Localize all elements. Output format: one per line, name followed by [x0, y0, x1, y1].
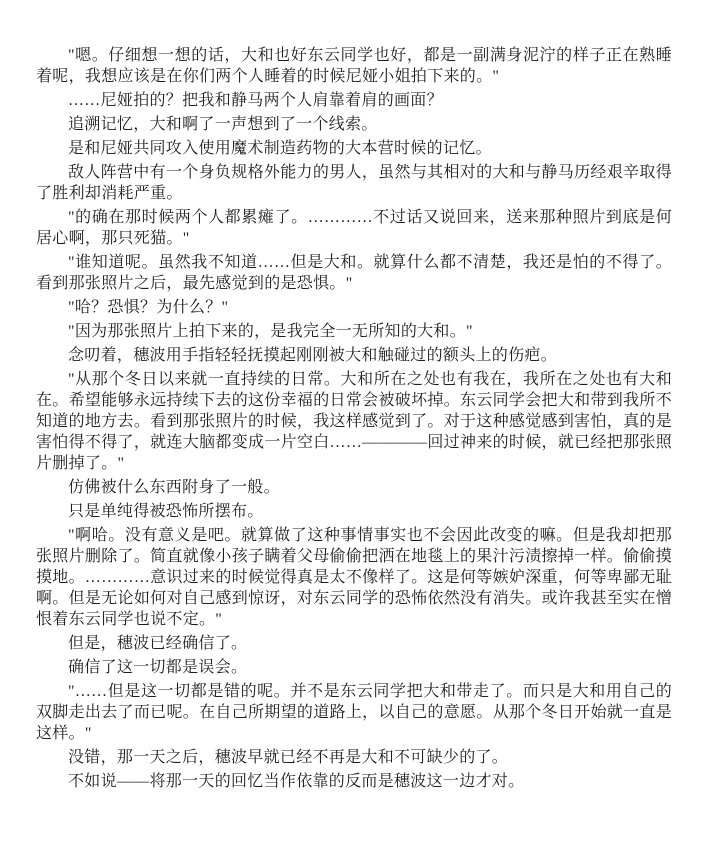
paragraph: "啊哈。没有意义是吧。就算做了这种事情事实也不会因此改变的嘛。但是我却把那张照片删除了。简直就像小孩子瞒着父母偷偷把洒在地毯上的果汁污渍擦掉一样。偷偷摸摸地。…………意识过来的时候觉得真是太不像样了。这是何等嫉妒深重，何等卑鄙无耻啊。但是无论如何对自己感到惊讶，对东云同学的恐怖依然没有消失。或许我甚至实在憎恨着东云同学也说不定。"	[36, 527, 672, 628]
paragraph: 不如说——将那一天的回忆当作依靠的反而是穗波这一边才对。	[68, 773, 525, 790]
paragraph: 念叨着，穗波用手指轻轻抚摸起刚刚被大和触碰过的额头上的伤疤。	[68, 347, 558, 364]
paragraph: "谁知道呢。虽然我不知道……但是大和。就算什么都不清楚，我还是怕的不得了。看到那张照片之后，最先感觉到的是恐惧。"	[36, 254, 672, 292]
paragraph: 没错，那一天之后，穗波早就已经不再是大和不可缺少的了。	[68, 749, 509, 766]
paragraph: "……但是这一切都是错的呢。并不是东云同学把大和带走了。而只是大和用自己的双脚走出去了而已呢。在自己所期望的道路上，以自己的意愿。从那个冬日开始就一直是这样。"	[36, 683, 672, 742]
paragraph: "嗯。仔细想一想的话，大和也好东云同学也好，都是一副满身泥泞的样子正在熟睡着呢，我想应该是在你们两个人睡着的时候尼娅小姐拍下来的。"	[36, 47, 672, 85]
paragraph: "从那个冬日以来就一直持续的日常。大和所在之处也有我在，我所在之处也有大和在。希望能够永远持续下去的这份幸福的日常会被破坏掉。东云同学会把大和带到我所不知道的地方去。看到那张照片的时候，我这样感觉到了。对于这种感觉感到害怕，真的是害怕得不得了，就连大脑都变成一片空白……————回过神来的时候，就已经把那张照片删掉了。"	[36, 371, 672, 472]
paragraph: 只是单纯得被恐怖所摆布。	[68, 503, 264, 520]
paragraph: 是和尼娅共同攻入使用魔术制造药物的大本营时候的记忆。	[68, 140, 492, 157]
paragraph: "因为那张照片上拍下来的，是我完全一无所知的大和。"	[68, 323, 473, 340]
paragraph: 仿佛被什么东西附身了一般。	[68, 479, 280, 496]
paragraph: "哈？恐惧？为什么？"	[68, 299, 229, 316]
paragraph: 敌人阵营中有一个身负规格外能力的男人，虽然与其相对的大和与静马历经艰辛取得了胜利却消耗严重。	[36, 164, 672, 202]
paragraph: "的确在那时候两个人都累瘫了。…………不过话又说回来，送来那种照片到底是何居心啊，那只死猫。"	[36, 209, 672, 247]
paragraph: 但是，穗波已经确信了。	[68, 635, 248, 652]
paragraph: 追溯记忆，大和啊了一声想到了一个线索。	[68, 116, 378, 133]
paragraph: 确信了这一切都是误会。	[68, 659, 248, 676]
paragraph: ……尼娅拍的？把我和静马两个人肩靠着肩的画面？	[68, 92, 443, 109]
